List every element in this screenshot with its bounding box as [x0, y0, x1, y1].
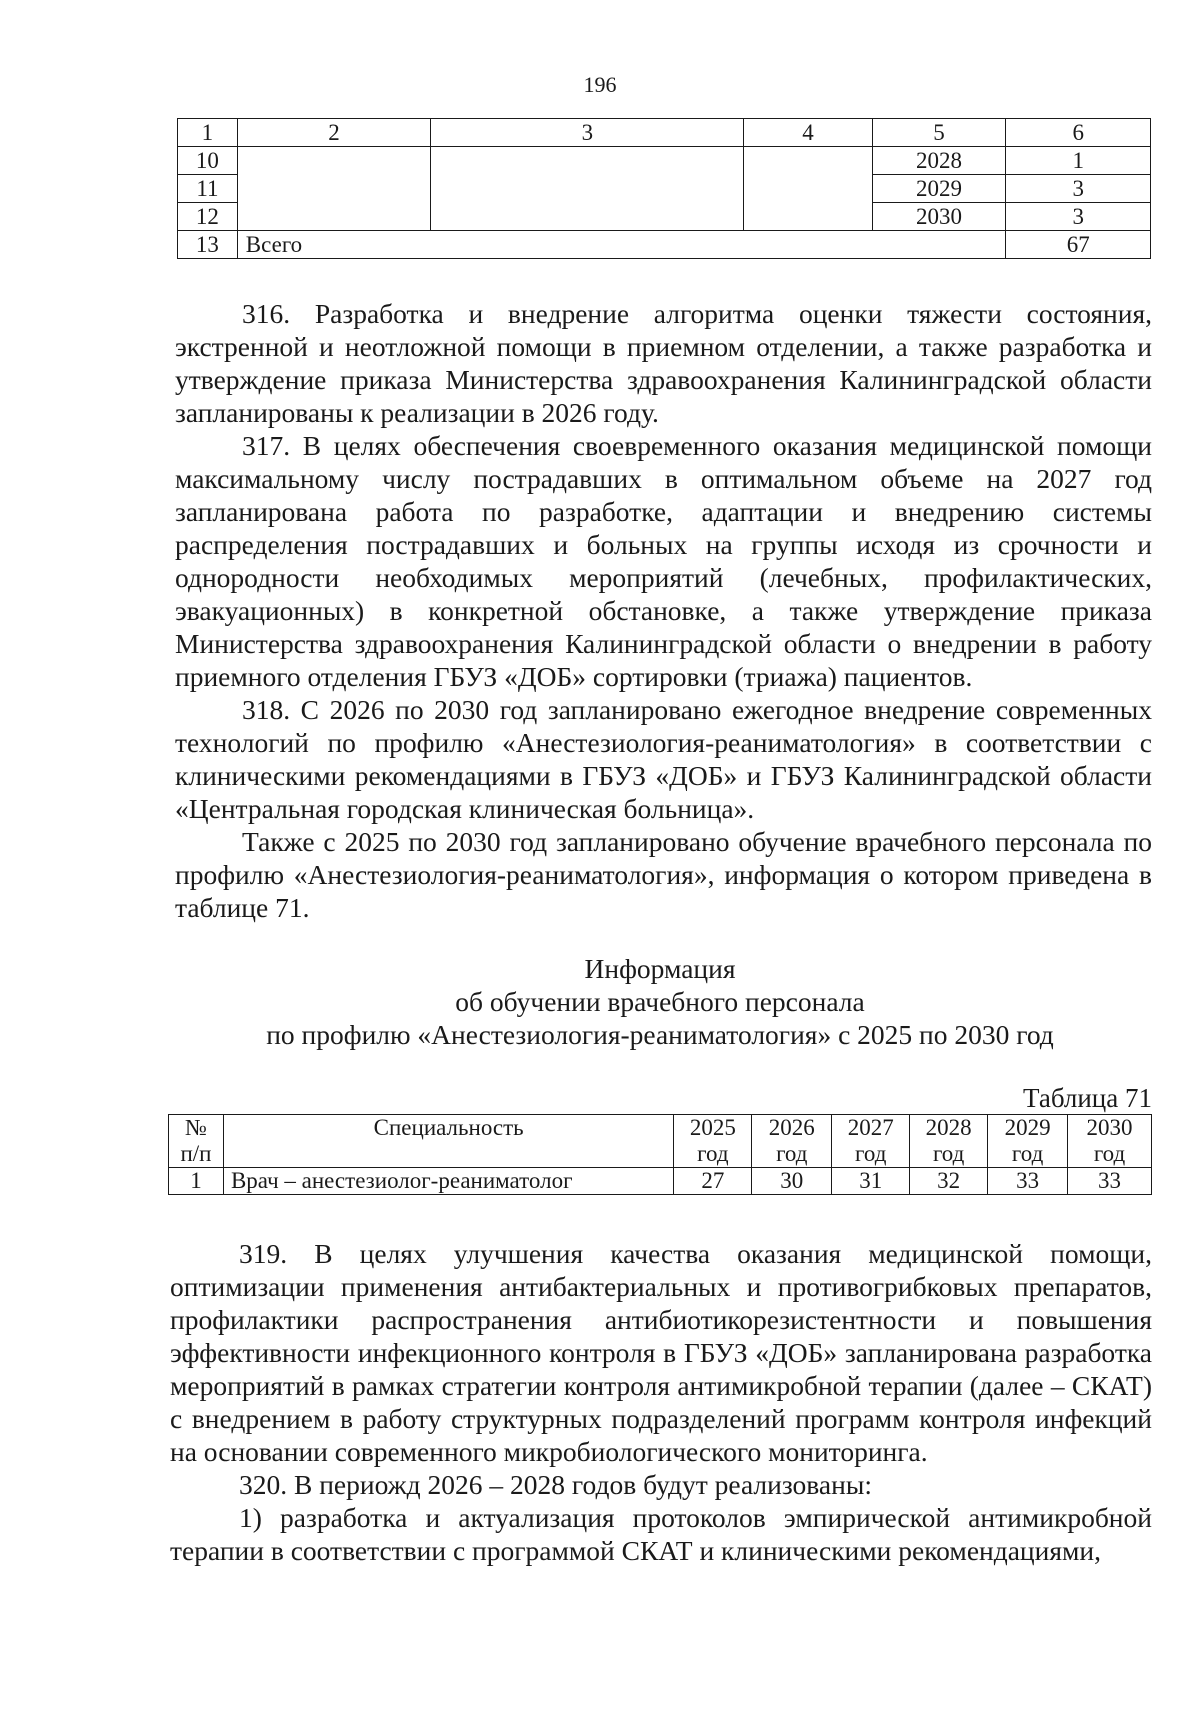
heading-line: об обучении врачебного персонала — [455, 986, 865, 1017]
table-cell-empty — [431, 147, 744, 231]
table-heading — [0, 952, 1200, 1051]
heading-line: Информация — [584, 953, 736, 984]
year-header: 2028 год — [910, 1115, 988, 1168]
paragraph-319: 319. В целях улучшения качества оказания медицинской помощи, оптимизации применения антибактериальных и противогрибковых препаратов, профилактики распространения антибиотикорезистентности и повышения эффективности инфекционного контроля в ГБУЗ «ДОБ» запланирована разработка мероприятий в рамках стратегии контроля антимикробной терапии (далее – СКАТ) с внедрением в работу структурных подразделений программ контроля инфекций на основании современного микробиологического мониторинга. — [170, 1238, 1152, 1467]
paragraph-training: Также с 2025 по 2030 год запланировано обучение врачебного персонала по профилю «Анестезиология-реаниматология», информация о котором приведена в таблице 71. — [175, 826, 1152, 923]
table-cell: 33 — [988, 1168, 1068, 1195]
table-total-row — [178, 231, 1151, 259]
col-num-header: № п/п — [169, 1115, 224, 1168]
heading-line: по профилю «Анестезиология-реаниматология» с 2025 по 2030 год — [266, 1019, 1054, 1050]
paragraph-320: 320. В периожд 2026 – 2028 годов будут реализованы: — [239, 1469, 872, 1500]
table-row — [169, 1168, 1152, 1195]
year-header: 2030 год — [1068, 1115, 1152, 1168]
total-label: Всего — [237, 231, 1006, 259]
table-cell: 1 — [1006, 147, 1151, 175]
table-cell: 31 — [832, 1168, 910, 1195]
table-cell: 13 — [178, 231, 238, 259]
table-cell: 11 — [178, 175, 238, 203]
col-spec-header: Специальность — [223, 1115, 673, 1168]
paragraph-320-item-1: 1) разработка и актуализация протоколов эмпирической антимикробной терапии в соответствии с программой СКАТ и клиническими рекомендациями, — [170, 1502, 1152, 1566]
table-cell: 2030 — [872, 203, 1006, 231]
table-cell: 2 — [237, 119, 431, 147]
continuation-table — [177, 118, 1151, 259]
body-text — [175, 297, 1152, 924]
paragraph-316: 316. Разработка и внедрение алгоритма оценки тяжести состояния, экстренной и неотложной помощи в приемном отделении, а также разработка и утверждение приказа Министерства здравоохранения Калининградской области запланированы к реализации в 2026 году. — [175, 298, 1152, 428]
table-cell: 12 — [178, 203, 238, 231]
total-value: 67 — [1006, 231, 1151, 259]
table-cell: 1 — [178, 119, 238, 147]
table-cell: 33 — [1068, 1168, 1152, 1195]
table-cell: 27 — [674, 1168, 752, 1195]
table-cell: 32 — [910, 1168, 988, 1195]
year-header: 2025 год — [674, 1115, 752, 1168]
table-row — [178, 147, 1151, 175]
table-cell: 30 — [752, 1168, 832, 1195]
table-cell: 3 — [431, 119, 744, 147]
table-cell: 5 — [872, 119, 1006, 147]
paragraph-318: 318. С 2026 по 2030 год запланировано ежегодное внедрение современных технологий по профилю «Анестезиология-реаниматология» в соответствии с клиническими рекомендациями в ГБУЗ «ДОБ» и ГБУЗ Калининградской области «Центральная городская клиническая больница». — [175, 694, 1152, 824]
specialty-cell: Врач – анестезиолог-реаниматолог — [223, 1168, 673, 1195]
table-cell: 4 — [744, 119, 872, 147]
table-cell: 6 — [1006, 119, 1151, 147]
page-number: 196 — [583, 72, 617, 97]
table-label: Таблица 71 — [1023, 1083, 1152, 1113]
table-cell-empty — [744, 147, 872, 231]
year-header: 2026 год — [752, 1115, 832, 1168]
table-header-row — [169, 1115, 1152, 1168]
paragraph-317: 317. В целях обеспечения своевременного оказания медицинской помощи максимальному числу пострадавших в оптимальном объеме на 2027 год запланирована работа по разработке, адаптации и внедрению системы распределения пострадавших и больных на группы исходя из срочности и однородности необходимых мероприятий (лечебных, профилактических, эвакуационных) в конкретной обстановке, а также утверждение приказа Министерства здравоохранения Калининградской области о внедрении в работу приемного отделения ГБУЗ «ДОБ» сортировки (триажа) пациентов. — [175, 430, 1152, 692]
table-cell: 2028 — [872, 147, 1006, 175]
table-cell: 10 — [178, 147, 238, 175]
table-header-row — [178, 119, 1151, 147]
body-text-2 — [170, 1237, 1152, 1567]
table-cell: 3 — [1006, 175, 1151, 203]
table-cell: 3 — [1006, 203, 1151, 231]
year-header: 2029 год — [988, 1115, 1068, 1168]
table-cell-empty — [237, 147, 431, 231]
table-cell: 1 — [169, 1168, 224, 1195]
table-71 — [168, 1114, 1152, 1195]
table-cell: 2029 — [872, 175, 1006, 203]
year-header: 2027 год — [832, 1115, 910, 1168]
